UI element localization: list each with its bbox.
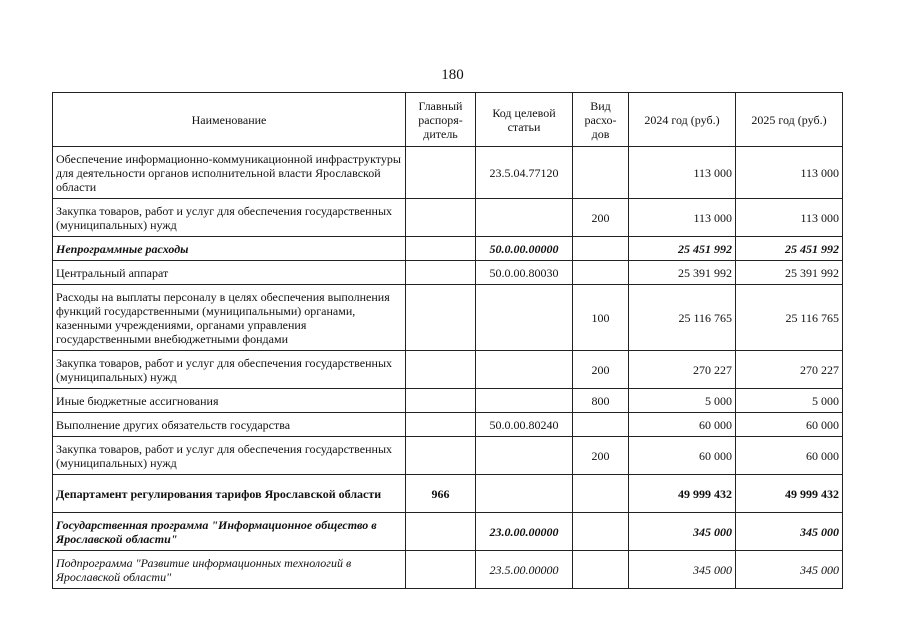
row-2024-cell: 113 000 [629,147,736,199]
table-row [53,389,843,413]
row-name-cell: Департамент регулирования тарифов Ярославской области [53,475,406,513]
row-code-cell [476,351,573,389]
table-row [53,351,843,389]
row-type-cell: 100 [573,285,629,351]
row-code-cell: 23.5.04.77120 [476,147,573,199]
row-type-cell [573,551,629,589]
row-2025-cell: 49 999 432 [736,475,843,513]
table-row [53,413,843,437]
row-2025-cell: 113 000 [736,147,843,199]
row-type-cell: 200 [573,199,629,237]
table-row [53,513,843,551]
header-name: Наименование [53,93,406,147]
row-2025-cell: 113 000 [736,199,843,237]
row-manager-cell [406,147,476,199]
row-2024-cell: 25 451 992 [629,237,736,261]
row-manager-cell [406,413,476,437]
table-row [53,147,843,199]
row-2024-cell: 25 116 765 [629,285,736,351]
row-manager-cell [406,389,476,413]
row-name-cell: Обеспечение информационно-коммуникационной инфраструктуры для деятельности органов исполнительной власти Ярославской области [53,147,406,199]
row-2025-cell: 270 227 [736,351,843,389]
row-2025-cell: 345 000 [736,551,843,589]
row-code-cell [476,389,573,413]
row-2025-cell: 25 391 992 [736,261,843,285]
row-2024-cell: 25 391 992 [629,261,736,285]
row-type-cell [573,513,629,551]
page-number: 180 [441,67,464,83]
row-type-cell [573,237,629,261]
table-row [53,261,843,285]
row-manager-cell [406,199,476,237]
row-manager-cell [406,437,476,475]
header-expense-type: Вид расхо-дов [573,93,629,147]
row-manager-cell [406,513,476,551]
header-year-2025: 2025 год (руб.) [736,93,843,147]
row-2024-cell: 345 000 [629,551,736,589]
row-manager-cell [406,237,476,261]
row-type-cell: 800 [573,389,629,413]
header-year-2024: 2024 год (руб.) [629,93,736,147]
row-code-cell: 50.0.00.00000 [476,237,573,261]
row-type-cell [573,475,629,513]
row-code-cell: 23.5.00.00000 [476,551,573,589]
budget-table [52,92,843,589]
row-name-cell: Закупка товаров, работ и услуг для обеспечения государственных (муниципальных) нужд [53,199,406,237]
row-type-cell: 200 [573,351,629,389]
row-2024-cell: 60 000 [629,413,736,437]
row-2024-cell: 60 000 [629,437,736,475]
row-2024-cell: 49 999 432 [629,475,736,513]
row-code-cell [476,475,573,513]
row-code-cell [476,437,573,475]
row-2025-cell: 60 000 [736,413,843,437]
row-name-cell: Государственная программа "Информационное общество в Ярославской области" [53,513,406,551]
row-2024-cell: 345 000 [629,513,736,551]
row-2025-cell: 345 000 [736,513,843,551]
row-name-cell: Закупка товаров, работ и услуг для обеспечения государственных (муниципальных) нужд [53,437,406,475]
row-name-cell: Выполнение других обязательств государства [53,413,406,437]
header-target-code: Код целевой статьи [476,93,573,147]
row-manager-cell [406,285,476,351]
row-2025-cell: 60 000 [736,437,843,475]
table-row [53,199,843,237]
table-row [53,437,843,475]
row-name-cell: Закупка товаров, работ и услуг для обеспечения государственных (муниципальных) нужд [53,351,406,389]
row-2024-cell: 270 227 [629,351,736,389]
table-row [53,285,843,351]
row-code-cell [476,199,573,237]
row-2025-cell: 25 116 765 [736,285,843,351]
row-manager-cell [406,551,476,589]
row-2024-cell: 113 000 [629,199,736,237]
row-type-cell: 200 [573,437,629,475]
table-header-row [53,93,843,147]
row-manager-cell: 966 [406,475,476,513]
header-manager: Главный распоря-дитель [406,93,476,147]
table-row [53,551,843,589]
row-type-cell [573,147,629,199]
row-name-cell: Подпрограмма "Развитие информационных технологий в Ярославской области" [53,551,406,589]
row-type-cell [573,413,629,437]
row-name-cell: Иные бюджетные ассигнования [53,389,406,413]
row-code-cell: 23.0.00.00000 [476,513,573,551]
row-code-cell [476,285,573,351]
row-2024-cell: 5 000 [629,389,736,413]
row-name-cell: Расходы на выплаты персоналу в целях обеспечения выполнения функций государственными (муниципальными) органами, казенными учреждениями, органами управления государственными внебюджетными фондами [53,285,406,351]
table-row [53,475,843,513]
row-code-cell: 50.0.00.80240 [476,413,573,437]
table-row [53,237,843,261]
row-type-cell [573,261,629,285]
row-code-cell: 50.0.00.80030 [476,261,573,285]
row-2025-cell: 5 000 [736,389,843,413]
row-name-cell: Непрограммные расходы [53,237,406,261]
row-manager-cell [406,351,476,389]
row-manager-cell [406,261,476,285]
row-name-cell: Центральный аппарат [53,261,406,285]
row-2025-cell: 25 451 992 [736,237,843,261]
